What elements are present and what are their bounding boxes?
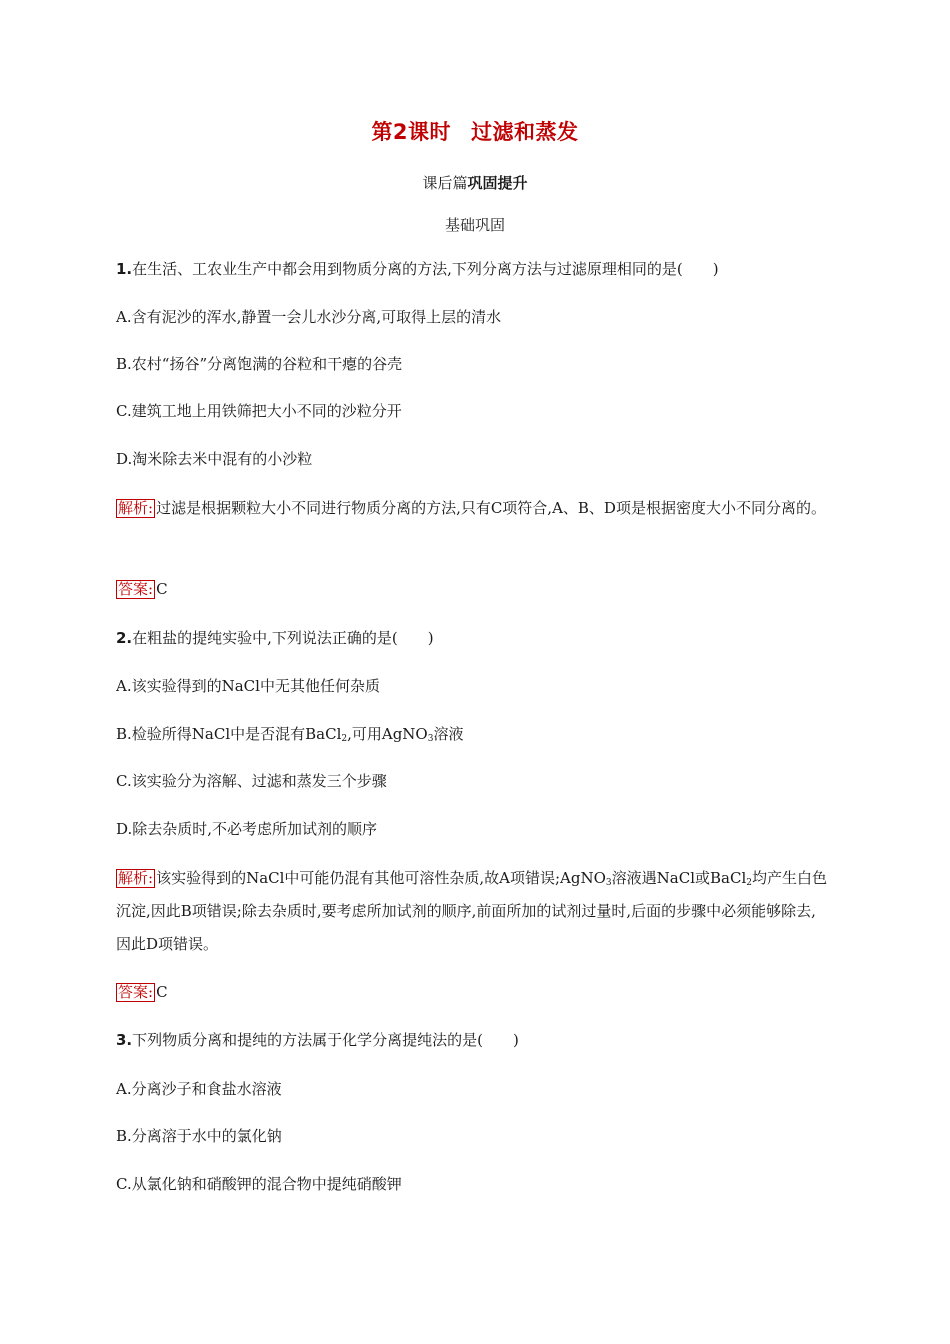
question-number: 3. bbox=[116, 1031, 133, 1049]
question-number: 1. bbox=[116, 260, 133, 278]
analysis-text: 该实验得到的NaCl中可能仍混有其他可溶性杂质,故A项错误;AgNO bbox=[156, 869, 606, 887]
q3-option-c: C.从氯化钠和硝酸钾的混合物中提纯硝酸钾 bbox=[116, 1175, 402, 1193]
q1-answer bbox=[116, 573, 836, 606]
subscript: 2 bbox=[341, 734, 348, 744]
q3-option-b: B.分离溶于水中的氯化钠 bbox=[116, 1127, 282, 1145]
q2-answer bbox=[116, 976, 836, 1009]
answer-value: C bbox=[156, 983, 168, 1001]
subscript: 3 bbox=[605, 878, 612, 888]
title-lesson: 第2课时 bbox=[371, 120, 452, 144]
subtitle-plain: 课后篇 bbox=[422, 174, 468, 192]
q2-option-b bbox=[116, 718, 836, 751]
analysis-tag: 解析: bbox=[118, 869, 154, 887]
q2-option-c: C.该实验分为溶解、过滤和蒸发三个步骤 bbox=[116, 772, 387, 790]
q2-option-a: A.该实验得到的NaCl中无其他任何杂质 bbox=[116, 677, 380, 695]
q1-option-c: C.建筑工地上用铁筛把大小不同的沙粒分开 bbox=[116, 402, 402, 420]
page-title bbox=[0, 116, 950, 146]
section-heading: 基础巩固 bbox=[444, 216, 505, 234]
answer-tag: 答案: bbox=[118, 983, 154, 1001]
analysis-tag: 解析: bbox=[118, 499, 154, 517]
q3-option-a: A.分离沙子和食盐水溶液 bbox=[116, 1080, 282, 1098]
subscript: 2 bbox=[746, 878, 752, 888]
q1-option-b: B.农村“扬谷”分离饱满的谷粒和干瘪的谷壳 bbox=[116, 355, 403, 373]
option-text: B.检验所得NaCl中是否混有BaCl bbox=[116, 725, 342, 743]
subtitle bbox=[0, 172, 950, 193]
q1-option-a: A.含有泥沙的浑水,静置一会儿水沙分离,可取得上层的清水 bbox=[116, 308, 502, 326]
q1-analysis bbox=[116, 492, 830, 525]
question-3-stem bbox=[116, 1024, 836, 1057]
q1-option-d: D.淘米除去米中混有的小沙粒 bbox=[116, 450, 313, 468]
question-2-stem bbox=[116, 622, 836, 655]
answer-tag: 答案: bbox=[118, 580, 154, 598]
question-text: 在生活、工农业生产中都会用到物质分离的方法,下列分离方法与过滤原理相同的是( ) bbox=[132, 260, 719, 278]
question-text: 在粗盐的提纯实验中,下列说法正确的是( ) bbox=[132, 629, 434, 647]
question-number: 2. bbox=[116, 629, 133, 647]
analysis-text: 溶液遇NaCl或BaCl bbox=[611, 869, 747, 887]
analysis-text: 均产生白色沉淀,因此B项错误;除去杂质时,要考虑所加试剂的顺序,前面所加的试剂过量时,后面的步骤中必须能够除去,因此D项错误。 bbox=[116, 869, 827, 953]
question-1-stem bbox=[116, 253, 836, 286]
q2-option-d: D.除去杂质时,不必考虑所加试剂的顺序 bbox=[116, 820, 378, 838]
option-text: ,可用AgNO bbox=[347, 725, 428, 743]
option-text: 溶液 bbox=[433, 725, 464, 743]
q2-analysis bbox=[116, 862, 830, 961]
question-text: 下列物质分离和提纯的方法属于化学分离提纯法的是( ) bbox=[132, 1031, 519, 1049]
subscript: 3 bbox=[427, 734, 434, 744]
analysis-text: 过滤是根据颗粒大小不同进行物质分离的方法,只有C项符合,A、B、D项是根据密度大小不同分离的。 bbox=[156, 499, 826, 517]
answer-value: C bbox=[156, 580, 168, 598]
title-topic: 过滤和蒸发 bbox=[471, 120, 579, 144]
subtitle-bold: 巩固提升 bbox=[467, 174, 528, 192]
